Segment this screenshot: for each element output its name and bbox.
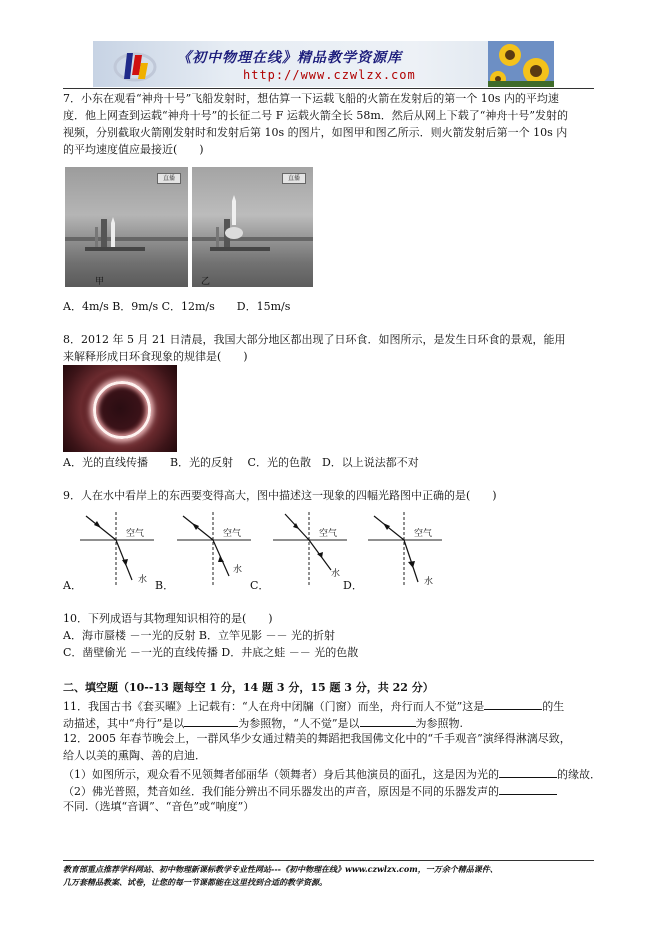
rocket-photo-yi — [192, 167, 313, 287]
q9-option-b: B． — [155, 579, 175, 592]
q11-blank-1[interactable] — [484, 698, 542, 710]
q8-line-2: 来解释形成日环食现象的规律是( ) — [63, 350, 248, 363]
light-path-diagram-b — [177, 510, 251, 588]
q12-line-1: 12．2005 年春节晚会上，一群风华少女通过精美的舞蹈把我国佛文化中的“千手观音”演绎得淋漓尽致， — [63, 732, 571, 745]
q10-question: 10．下列成语与其物理知识相符的是( ) — [63, 612, 273, 625]
q9-option-c: C． — [250, 579, 270, 592]
water-label: 水 — [424, 577, 434, 587]
q9-option-d: D． — [343, 579, 363, 592]
tv-tag: 直播 — [282, 173, 306, 184]
q12-line-3 — [63, 766, 601, 782]
q7-line-4: 的平均速度值应最接近( ) — [63, 143, 204, 156]
light-path-diagram-c — [273, 510, 347, 588]
q12-line-4 — [63, 783, 557, 799]
q11-line-1 — [63, 698, 564, 714]
photo-label-yi: 乙 — [201, 277, 211, 287]
annular-eclipse-photo — [63, 365, 177, 452]
tv-tag: 直播 — [157, 173, 181, 184]
footer-line-1: 教育部重点推荐学科网站、初中物理新课标教学专业性网站---《初中物理在线》www.czwlzx.com，一万余个精品课件、 — [63, 864, 498, 874]
banner-title: 《初中物理在线》精品教学资源库 — [177, 50, 402, 66]
water-label: 水 — [138, 575, 148, 585]
q10-options-1: A．海市蜃楼 －一光的反射 B．立竿见影 －－ 光的折射 — [63, 629, 336, 642]
q7-line-1: 7．小东在观看“神舟十号”飞船发射时，想估算一下运载飞船的火箭在发射后的第一个 10s 内的平均速 — [63, 92, 559, 105]
air-label: 空气 — [126, 529, 145, 539]
footer-rule — [63, 860, 594, 861]
banner-url[interactable]: http://www.czwlzx.com — [243, 68, 416, 82]
q11-line-2 — [63, 715, 463, 731]
q9-option-a: A． — [63, 579, 82, 592]
q8-options: A．光的直线传播 B．光的反射 C．光的色散 D．以上说法都不对 — [63, 456, 419, 469]
q12-text-1: （1）如图所示，观众看不见领舞者邰丽华（领舞者）身后其他演员的面孔，这是因为光的 — [63, 768, 499, 781]
q12-blank-1[interactable] — [499, 766, 557, 778]
q12-text-3: （2）佛光普照，梵音如丝．我们能分辨出不同乐器发出的声音，原因是不同的乐器发声的 — [63, 785, 499, 798]
q9-question: 9．人在水中看岸上的东西要变得高大，图中描述这一现象的四幅光路图中正确的是( ) — [63, 489, 497, 502]
q11-text-5: 为参照物. — [415, 717, 463, 730]
q12-line-5: 不同.（选填“音调”、“音色”或“响度”） — [63, 800, 255, 813]
light-path-diagram-a — [80, 510, 154, 588]
footer-line-2: 几万套精品教案、试卷，让您的每一节课都能在这里找到合适的教学资源。 — [63, 877, 327, 887]
light-path-diagram-d — [368, 510, 442, 588]
water-label: 水 — [331, 569, 341, 579]
q10-options-2: C．凿壁偷光 －一光的直线传播 D．井底之蛙 －－ 光的色散 — [63, 646, 359, 659]
q11-text-2: 的生 — [542, 700, 565, 713]
site-logo — [113, 45, 159, 85]
q12-text-2: 的缘故． — [557, 768, 601, 781]
air-label: 空气 — [319, 529, 338, 539]
air-label: 空气 — [223, 529, 242, 539]
photo-label-jia: 甲 — [95, 277, 105, 287]
water-label: 水 — [233, 565, 243, 575]
header-rule — [63, 88, 594, 89]
q11-text-4: 为参照物，“人不觉”是以 — [238, 717, 360, 730]
q11-blank-3[interactable] — [360, 715, 416, 727]
q7-line-3: 视频，分别截取火箭刚发射时和发射后第 10s 的图片，如图甲和图乙所示．则火箭发射后第一个 10s 内 — [63, 126, 568, 139]
q8-line-1: 8．2012 年 5 月 21 日清晨，我国大部分地区都出现了日环食．如图所示，是发生日环食的景观，能用 — [63, 333, 566, 346]
air-label: 空气 — [414, 529, 433, 539]
header-banner — [93, 41, 554, 87]
q11-text-3: 动描述，其中“舟行”是以 — [63, 717, 185, 730]
q11-blank-2[interactable] — [184, 715, 238, 727]
q7-line-2: 度．他上网查到运载“神舟十号”的长征二号 F 运载火箭全长 58m．然后从网上下载了“神舟十号”发射的 — [63, 109, 569, 122]
sunflower-image — [488, 41, 554, 87]
rocket-photo-jia — [65, 167, 188, 287]
q12-blank-2[interactable] — [499, 783, 557, 795]
section-2-title: 二、填空题（10--13 题每空 1 分，14 题 3 分，15 题 3 分，共 22 分） — [63, 681, 434, 694]
q12-line-2: 给人以美的熏陶、善的启迪． — [63, 749, 206, 762]
q11-text-1: 11．我国古书《套买曜》上记载有：“人在舟中闭牖（门窗）而坐，舟行而人不觉”这是 — [63, 700, 485, 713]
q7-options: A．4m/s B．9m/s C．12m/s D．15m/s — [63, 300, 291, 313]
eclipse-ring — [93, 381, 151, 439]
